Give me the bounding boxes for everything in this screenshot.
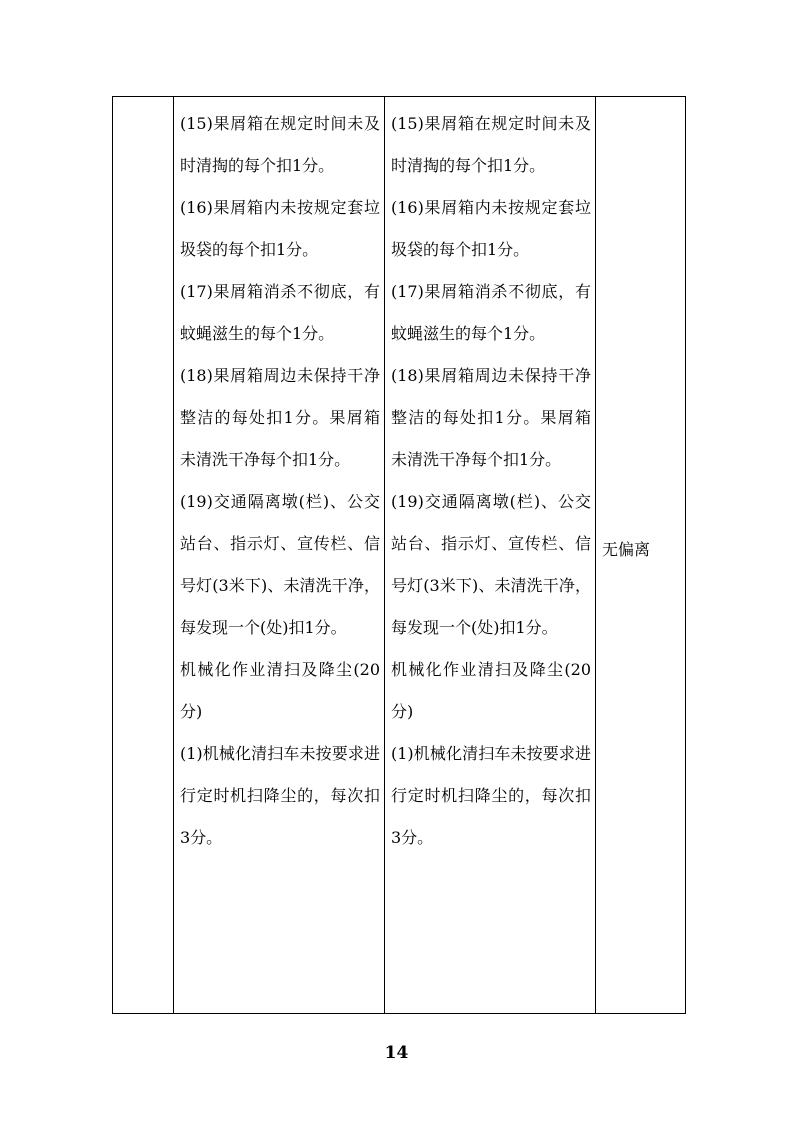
list-item: (17)果屑箱消杀不彻底，有蚊蝇滋生的每个1分。 (180, 282, 380, 343)
requirement-text-list (174, 97, 384, 859)
list-item: (17)果屑箱消杀不彻底，有蚊蝇滋生的每个1分。 (391, 282, 591, 343)
list-item: (19)交通隔离墩(栏)、公交站台、指示灯、宣传栏、信号灯(3米下)、未清洗干净，每发现一个(处)扣1分。 (391, 492, 591, 637)
list-item: (16)果屑箱内未按规定套垃圾袋的每个扣1分。 (180, 198, 380, 259)
list-item: 机械化作业清扫及降尘(20分) (391, 660, 591, 721)
deviation-status: 无偏离 (602, 540, 651, 559)
table-cell-index (113, 97, 174, 1014)
list-item: (16)果屑箱内未按规定套垃圾袋的每个扣1分。 (391, 198, 591, 259)
list-item: (18)果屑箱周边未保持干净整洁的每处扣1分。果屑箱未清洗干净每个扣1分。 (391, 366, 591, 469)
document-table (112, 96, 686, 1014)
table-row (113, 97, 686, 1014)
list-item: (18)果屑箱周边未保持干净整洁的每处扣1分。果屑箱未清洗干净每个扣1分。 (180, 366, 380, 469)
list-item: (15)果屑箱在规定时间未及时清掏的每个扣1分。 (391, 114, 591, 175)
table-cell-requirement (174, 97, 385, 1014)
cell-index-text (113, 97, 173, 103)
list-item: (15)果屑箱在规定时间未及时清掏的每个扣1分。 (180, 114, 380, 175)
table-cell-response (385, 97, 596, 1014)
list-item: 机械化作业清扫及降尘(20分) (180, 660, 380, 721)
response-text-list (385, 97, 595, 859)
list-item: (19)交通隔离墩(栏)、公交站台、指示灯、宣传栏、信号灯(3米下)、未清洗干净，每发现一个(处)扣1分。 (180, 492, 380, 637)
table-cell-deviation (596, 97, 686, 1014)
page-number: 14 (384, 1043, 409, 1063)
list-item: (1)机械化清扫车未按要求进行定时机扫降尘的，每次扣3分。 (391, 744, 591, 847)
list-item: (1)机械化清扫车未按要求进行定时机扫降尘的，每次扣3分。 (180, 744, 380, 847)
